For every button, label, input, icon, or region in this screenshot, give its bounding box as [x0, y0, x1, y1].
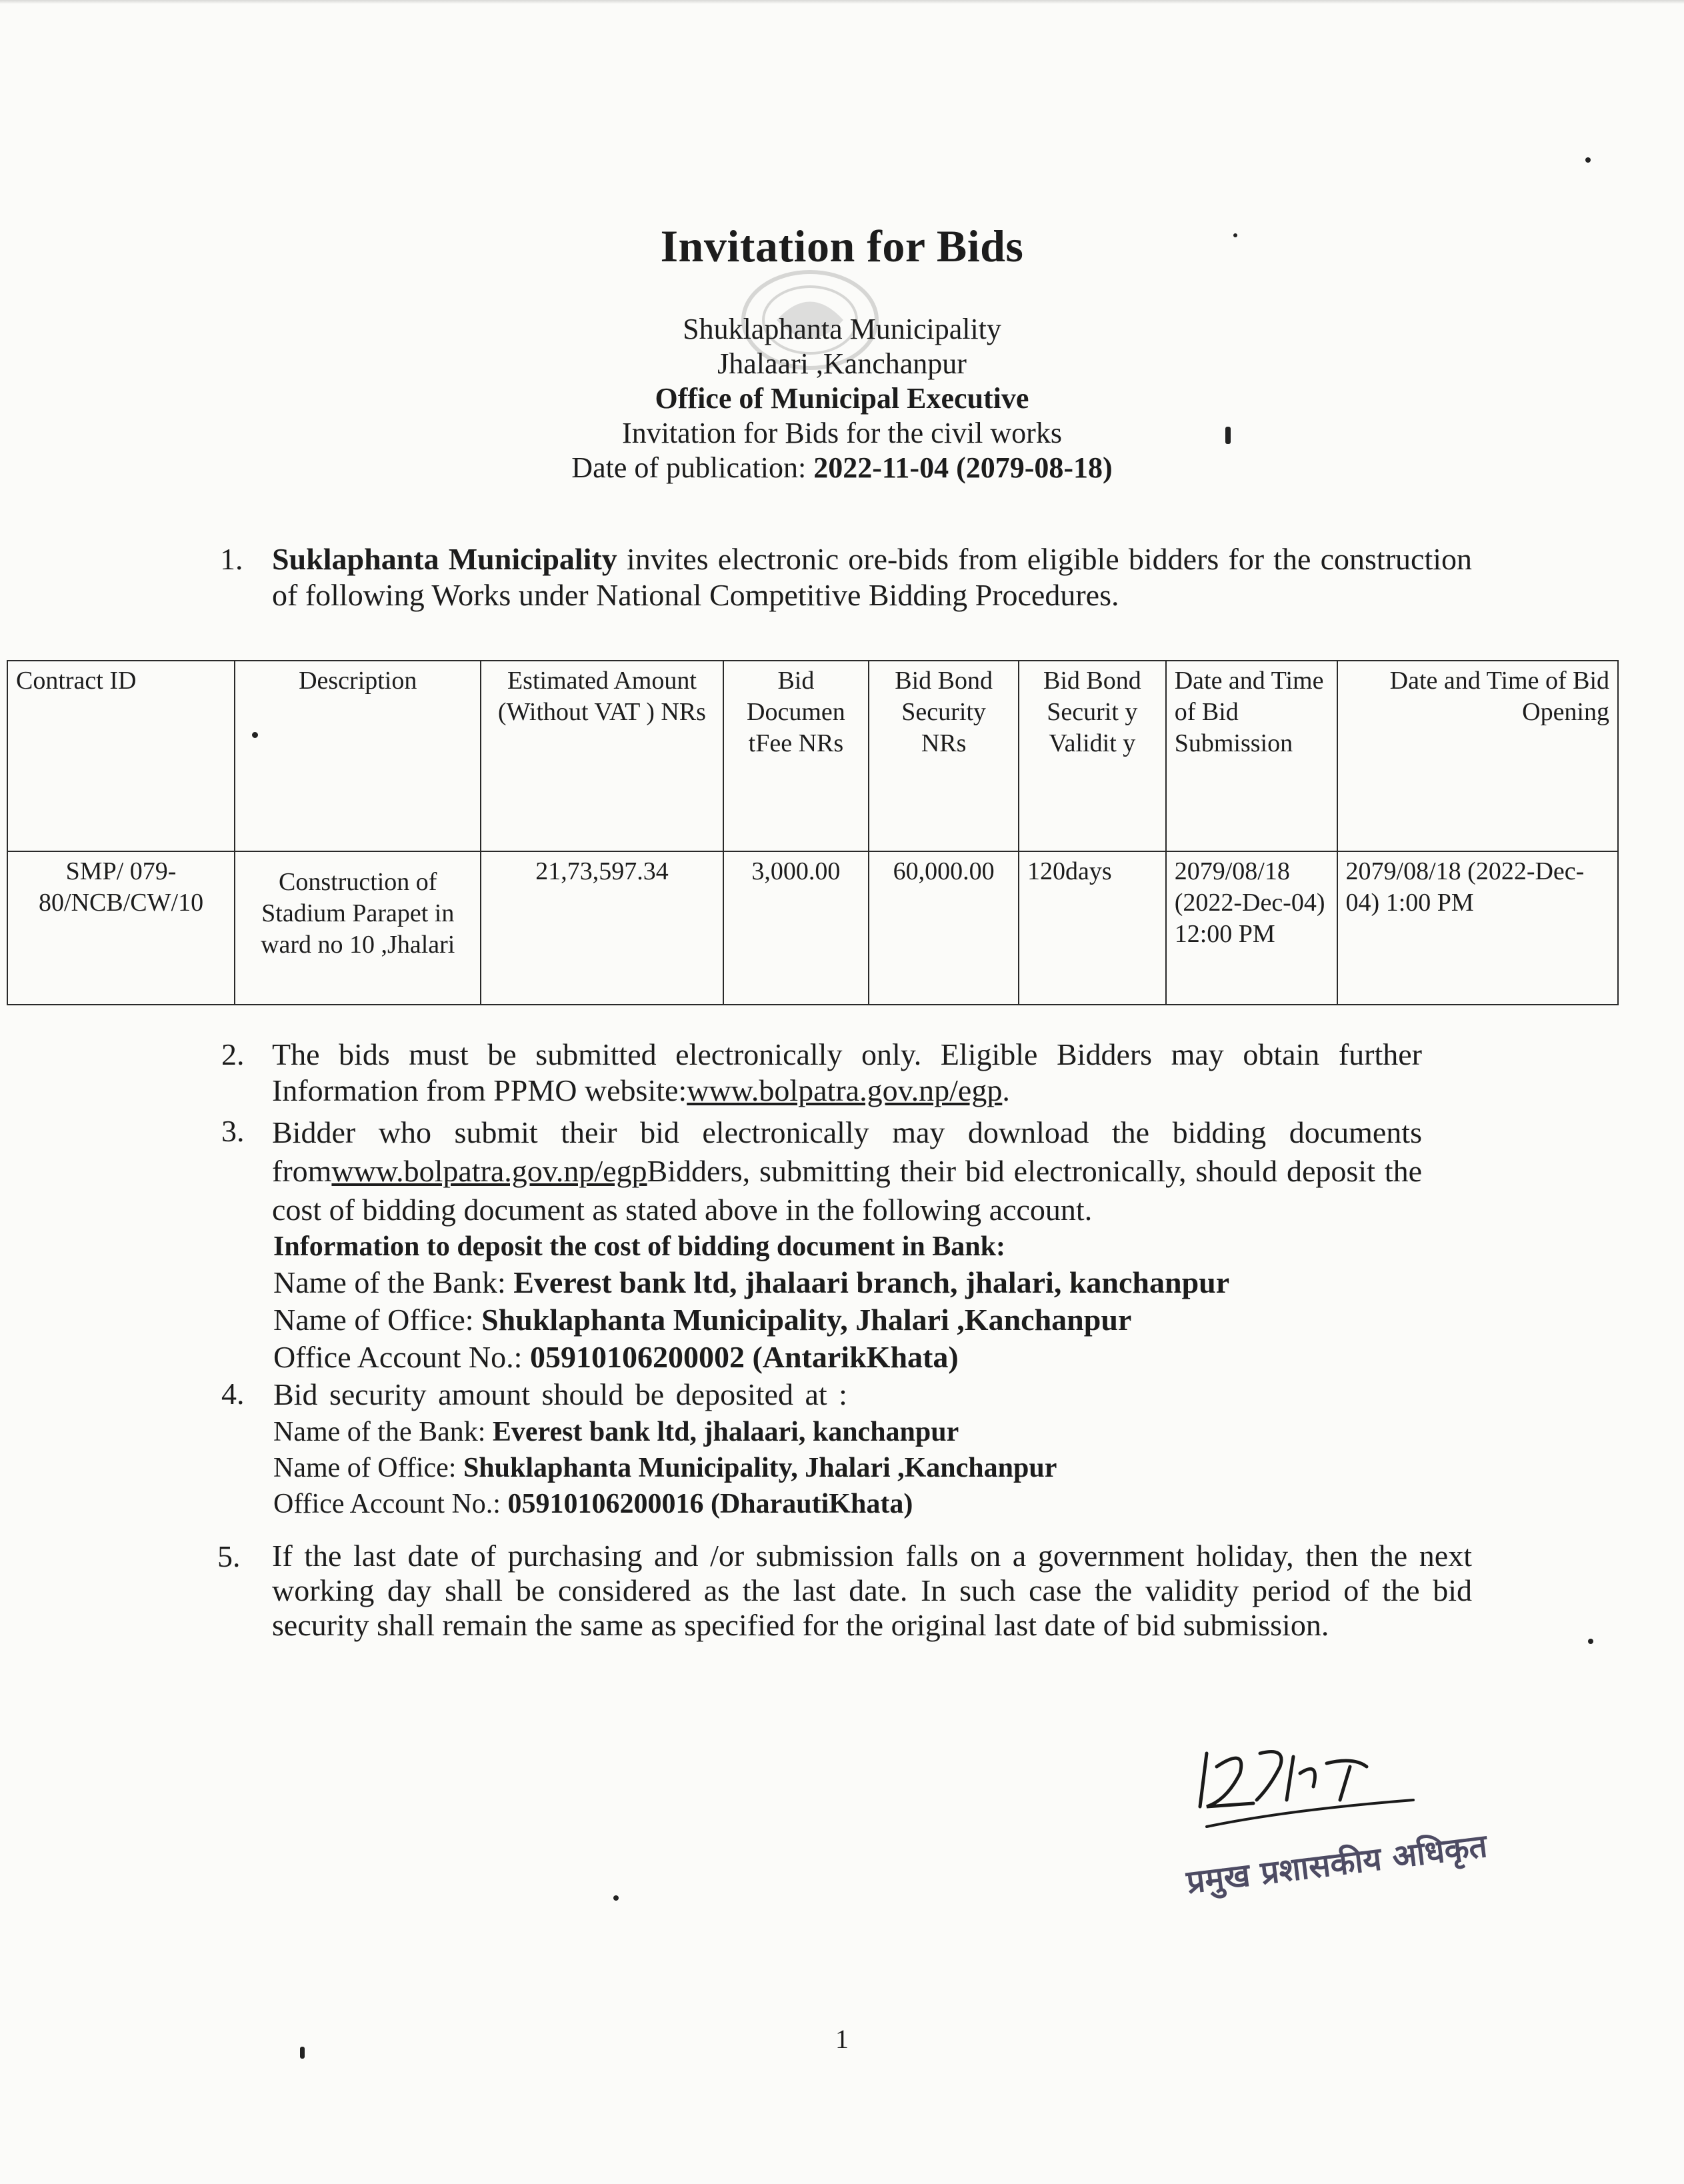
publication-date: 2022-11-04 (2079-08-18)	[813, 451, 1113, 484]
item-2-text: The bids must be submitted electronically only. Eligible Bidders may obtain further Information from PPMO website:www.bolpatra.gov.np/egp.	[272, 1037, 1422, 1107]
item-3-office: Name of Office: Shuklaphanta Municipality, Jhalari ,Kanchanpur	[273, 1303, 1132, 1337]
item-4-office: Name of Office: Shuklaphanta Municipality, Jhalari ,Kanchanpur	[273, 1453, 1057, 1483]
table-header-row	[7, 661, 1618, 851]
municipality-location: Jhalaari ,Kanchanpur	[717, 347, 967, 380]
item-1-org: Suklaphanta Municipality	[272, 542, 617, 576]
scan-edge	[0, 0, 1684, 4]
item-3-account: Office Account No.: 05910106200002 (AntarikKhata)	[273, 1340, 959, 1374]
publication-label: Date of publication:	[571, 451, 814, 484]
item-4-bank: Name of the Bank: Everest bank ltd, jhalaari, kanchanpur	[273, 1417, 959, 1447]
header-contract-id: Contract ID	[7, 661, 235, 851]
item-3-bank: Name of the Bank: Everest bank ltd, jhalaari branch, jhalari, kanchanpur	[273, 1265, 1230, 1299]
cell-contract-id: SMP/ 079-80/NCB/CW/10	[7, 851, 235, 1005]
scan-speck	[300, 2047, 305, 2059]
document-title: Invitation for Bids	[660, 221, 1024, 271]
header-estimated-amount: Estimated Amount (Without VAT ) NRs	[481, 661, 723, 851]
scan-speck	[1588, 1639, 1593, 1644]
scan-speck	[1585, 157, 1591, 163]
item-4-number: 4.	[221, 1377, 245, 1411]
cell-submission: 2079/08/18 (2022-Dec-04) 12:00 PM	[1166, 851, 1337, 1005]
item-5-number: 5.	[217, 1539, 241, 1573]
publication-date-line	[0, 451, 1684, 485]
office-name: Office of Municipal Executive	[655, 382, 1029, 415]
item-1-number: 1.	[220, 542, 243, 576]
cell-bond-validity: 120days	[1019, 851, 1166, 1005]
bid-table	[7, 660, 1619, 1005]
cell-doc-fee: 3,000.00	[723, 851, 869, 1005]
official-stamp-text: प्रमुख प्रशासकीय अधिकृत	[1184, 1827, 1489, 1901]
cell-bond-security: 60,000.00	[869, 851, 1019, 1005]
item-4-text: Bid security amount should be deposited at :	[273, 1377, 847, 1411]
cell-estimated-amount: 21,73,597.34	[481, 851, 723, 1005]
header-bond-security: Bid Bond Security NRs	[869, 661, 1019, 851]
header-opening: Date and Time of Bid Opening	[1337, 661, 1618, 851]
page-number: 1	[835, 2024, 849, 2054]
item-3-number: 3.	[221, 1114, 245, 1148]
ppmo-link[interactable]: www.bolpatra.gov.np/egp	[687, 1073, 1003, 1107]
item-1-text: Suklaphanta Municipality invites electronic ore-bids from eligible bidders for the construction of following Works under National Competitive Bidding Procedures.	[272, 542, 1472, 612]
cell-opening: 2079/08/18 (2022-Dec-04) 1:00 PM	[1337, 851, 1618, 1005]
header-description: Description	[235, 661, 481, 851]
item-2-number: 2.	[221, 1037, 245, 1071]
scan-speck	[252, 732, 258, 738]
scan-speck	[1233, 233, 1237, 237]
table-row	[7, 851, 1618, 1005]
bolpatra-link[interactable]: www.bolpatra.gov.np/egp	[331, 1154, 647, 1188]
scan-speck	[1225, 427, 1231, 444]
header-subtitle: Invitation for Bids for the civil works	[622, 417, 1062, 449]
item-3-text: Bidder who submit their bid electronically may download the bidding documents fromwww.bolpatra.gov.np/egpBidders, submitting their bid electronically, should deposit the cost of bidding document as stated above in the following account.	[272, 1115, 1422, 1227]
item-4-account: Office Account No.: 05910106200016 (DharautiKhata)	[273, 1489, 913, 1519]
municipality-name: Shuklaphanta Municipality	[683, 313, 1001, 345]
bank-info-heading: Information to deposit the cost of bidding document in Bank:	[273, 1231, 1005, 1262]
header-bond-validity: Bid Bond Securit y Validit y	[1019, 661, 1166, 851]
item-5-text: If the last date of purchasing and /or submission falls on a government holiday, then the next working day shall be considered as the last date. In such case the validity period of the bid security shall remain the same as specified for the original last date of bid submission.	[272, 1539, 1472, 1642]
header-submission: Date and Time of Bid Submission	[1166, 661, 1337, 851]
scan-speck	[613, 1895, 619, 1901]
header-doc-fee: Bid Documen tFee NRs	[723, 661, 869, 851]
cell-description: Construction of Stadium Parapet in ward no 10 ,Jhalari	[235, 851, 481, 1005]
